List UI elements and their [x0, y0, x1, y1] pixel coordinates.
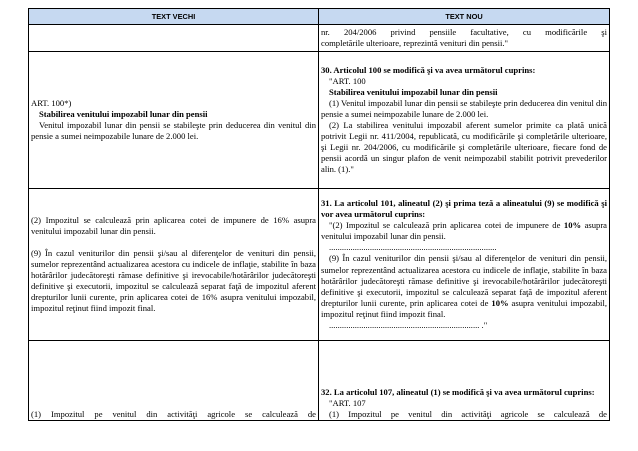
art101-new-para9-end: asupra venitului impozabil, impozitul reţinut fiind impozit final.	[321, 297, 607, 319]
art100-old-title: Stabilirea venitului impozabil lunar din pensii	[39, 108, 208, 119]
row0-new-cell	[319, 25, 610, 52]
row1-new-cell	[319, 52, 610, 189]
art100-new-para2: (2) La stabilirea venitului impozabil aferent sumelor primite ca plată unică potrivit Legii nr. 411/2004, republicată, cu modificările şi completările ulterioare, şi Legii nr. 204/2006, cu modificările şi completările ulterioare, fiecare fond de pensii acordă un singur plafon de venit neimpozabil stabilit potrivit prevederilor alin. (1)."	[321, 120, 607, 175]
row0-new-line1: nr. 204/2006 privind pensiile facultative, cu modificările şi	[321, 26, 607, 37]
table-row	[29, 341, 610, 421]
art100-amendment-heading: 30. Articolul 100 se modifică şi va avea următorul cuprins:	[321, 64, 536, 75]
header-new-text: TEXT NOU	[319, 9, 610, 25]
row0-new-line2: completările ulterioare, reprezintă venituri din pensii."	[321, 38, 509, 48]
art100-new-title: Stabilirea venitului impozabil lunar din pensii	[329, 86, 498, 97]
art101-new-para9-start: (9) În cazul veniturilor din pensii şi/sau al diferenţelor de venituri din pensii, sumelor reprezentând actualizarea acestora cu indicele de inflaţie, stabilite în baza hotărârilor judecătoreşti rămase definitive şi irevocabile/hotărârilor judecătoreşti definitive şi executorii, impozitul se calculează separat faţă de impozitul aferent drepturilor lunii curente, prin aplicarea cotei de	[321, 253, 607, 308]
art107-new-para1: (1) Impozitul pe venitul din activităţi agricole se calculează de	[329, 408, 607, 419]
omission-dots-1: ..............................................................................	[329, 242, 497, 253]
art101-old-para2: (2) Impozitul se calculează prin aplicarea cotei de impunere de 16% asupra venitului impozabil lunar din pensii.	[31, 214, 316, 236]
art101-new-para9-rate: 10%	[491, 297, 509, 308]
row3-old-cell	[29, 341, 319, 421]
row3-new-cell	[319, 341, 610, 421]
row2-old-cell	[29, 189, 319, 341]
comparison-document	[28, 8, 609, 421]
art100-new-para1: (1) Venitul impozabil lunar din pensii se stabileşte prin deducerea din venitul din pensie a sumei neimpozabile lunare de 2.000 lei.	[321, 97, 607, 119]
art107-new-label: "ART. 107	[329, 397, 366, 408]
art101-new-para2-start: "(2) Impozitul se calculează prin aplicarea cotei de impunere de	[329, 220, 564, 231]
table-row	[29, 52, 610, 189]
row2-new-cell	[319, 189, 610, 341]
art101-new-para2-end: asupra venitului impozabil lunar din pensii.	[321, 220, 608, 242]
art100-old-body: Venitul impozabil lunar din pensii se stabileşte prin deducerea din venitul din pensie a sumei neimpozabile lunare de 2.000 lei.	[31, 120, 316, 142]
table-row	[29, 25, 610, 52]
omission-dots-2: ...................................................................... ."	[329, 319, 488, 330]
art101-new-para2-rate: 10%	[563, 220, 582, 231]
row0-old-cell	[29, 25, 319, 52]
art107-amendment-heading: 32. La articolul 107, alineatul (1) se modifică şi va avea următorul cuprins:	[321, 386, 595, 397]
art101-new-para9	[321, 253, 607, 320]
art100-new-label: "ART. 100	[329, 75, 366, 86]
table-row	[29, 189, 610, 341]
art100-old-label: ART. 100*)	[31, 97, 72, 108]
art101-new-para2	[321, 220, 607, 242]
row1-old-cell	[29, 52, 319, 189]
art101-amendment-heading: 31. La articolul 101, alineatul (2) şi prima teză a alineatului (9) se modifică şi vor avea următorul cuprins:	[321, 197, 607, 220]
comparison-table	[28, 8, 610, 421]
art107-old-para1: (1) Impozitul pe venitul din activităţi agricole se calculează de	[31, 408, 316, 419]
table-header-row	[29, 9, 610, 25]
art101-old-para9: (9) În cazul veniturilor din pensii şi/sau al diferenţelor de venituri din pensii, sumelor reprezentând actualizarea acestora cu indicele de inflaţie, stabilite în baza hotărârilor judecătoreşti rămase definitive şi irevocabile/hotărârilor judecătoreşti definitive şi executorii, impozitul se calculează separat faţă de impozitul aferent drepturilor lunii curente, prin aplicarea cotei de 16% asupra venitului impozabil, impozitul reţinut fiind impozit final.	[31, 247, 316, 314]
header-old-text: TEXT VECHI	[29, 9, 319, 25]
